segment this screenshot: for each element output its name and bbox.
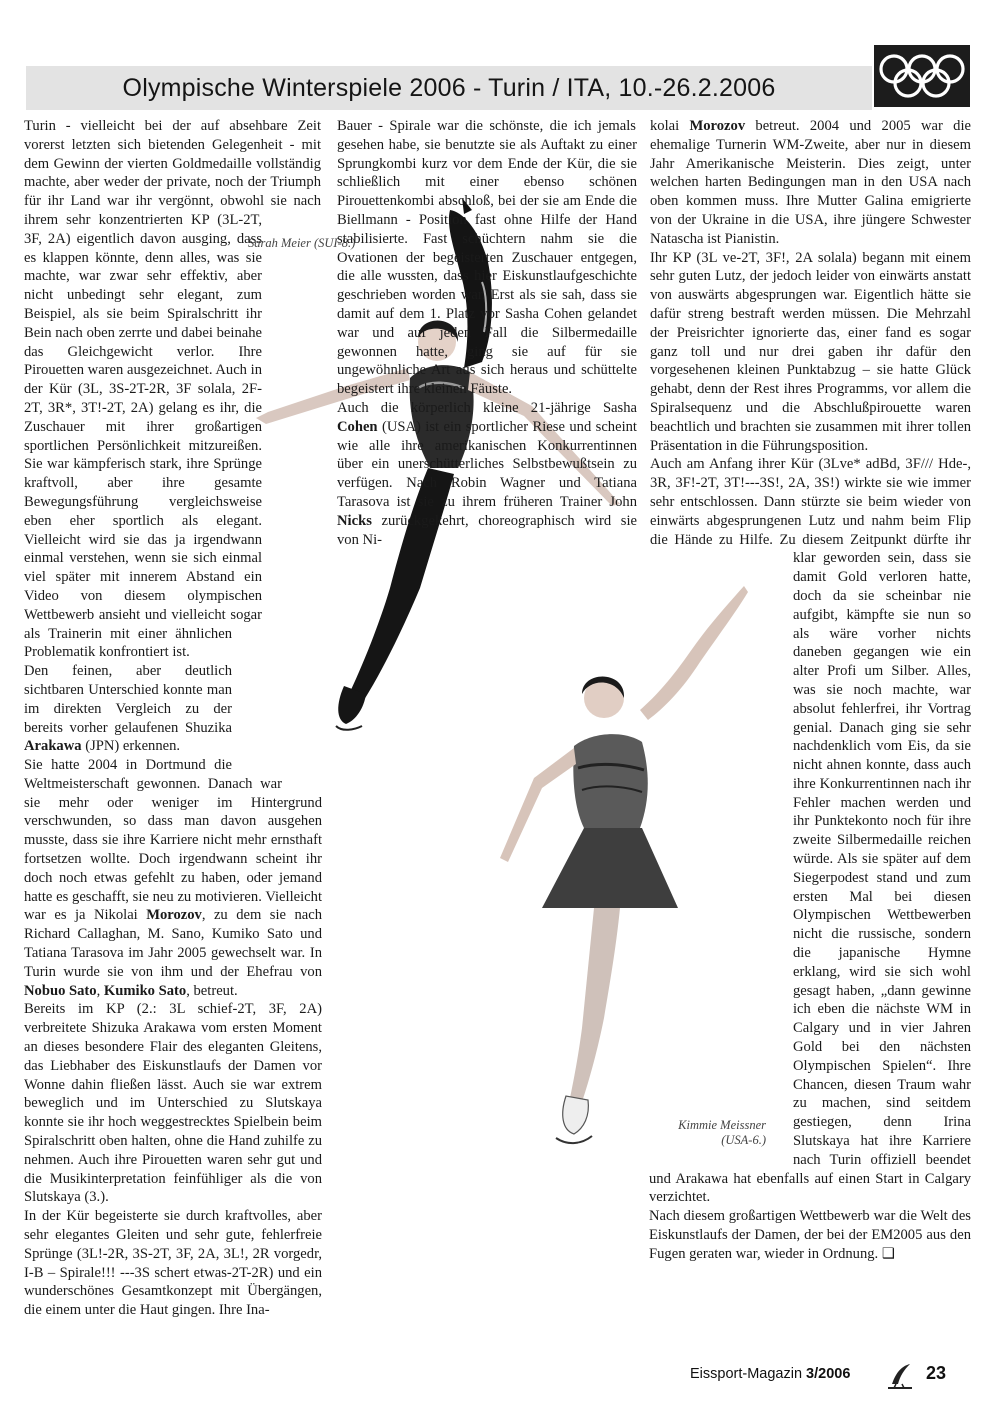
col1-p3-mid: , zu dem sie nach Richard Callaghan, M. Sano, Kumiko Sato und Tatiana Tarasova im Jahr 2005 gewechselt war. In Turin wurde sie von ihm und der Ehefrau von (24, 907, 322, 980)
col1-p2-text: Den feinen, aber deutlich sichtbaren Unterschied konnte man im direkten Vergleich zu der bereits vorher gelaufenen Shuzika (24, 663, 232, 736)
name-morozov-2: Morozov (689, 118, 746, 134)
col1-p3-sep: , (96, 982, 104, 999)
col2-p2-text: Auch die körperlich kleine 21-jährige Sasha (337, 399, 637, 416)
col3-p1-text: kolai (650, 118, 690, 134)
olympic-rings-logo (874, 45, 970, 107)
name-cohen: Cohen (337, 418, 378, 435)
skater-logo-icon (886, 1362, 914, 1392)
footer-magazine (690, 1366, 850, 1382)
col2-p2-tail: zurückgekehrt, choreographisch wird sie von Ni- (337, 512, 637, 548)
text-column-1 (24, 117, 322, 1320)
caption-kimmie-place: (USA-6.) (721, 1133, 766, 1147)
text-column-2 (337, 117, 637, 549)
col1-p3-text: Sie hatte 2004 in Dortmund die Weltmeisterschaft gewonnen. Danach war sie mehr oder weniger im Hintergrund verschwunden, so dass man davon ausgehen musste, dass sie ihre Karriere nicht mehr ernsthaft fortsetzen wollte. Doch irgendwann scheint ihr doch noch etwas gefehlt zu haben, oder jemand hatte es geschafft, sie neu zu motivieren. Vielleicht war es ja Nikolai (24, 757, 322, 924)
end-mark: ❑ (881, 1245, 895, 1262)
col3-paragraph-1 (649, 117, 971, 249)
footer-issue: 3/2006 (806, 1366, 851, 1382)
page-title: Olympische Winterspiele 2006 - Turin / ITA, 10.-26.2.2006 (122, 74, 776, 102)
footer-magazine-name: Eissport-Magazin (690, 1366, 803, 1382)
text-column-3 (649, 117, 971, 1264)
name-nicks: Nicks (337, 512, 372, 529)
col1-p3-tail: , betreut. (186, 982, 238, 999)
caption-kimmie-name: Kimmie Meissner (678, 1118, 766, 1132)
caption-sarah-meier: Sarah Meier (SUI-8.) (248, 236, 356, 250)
col2-paragraph-2 (337, 399, 637, 549)
name-nobuo-sato: Nobuo Sato (24, 982, 97, 999)
col1-p2-tail: (JPN) erkennen. (81, 738, 181, 755)
col1-paragraph-5: In der Kür begeisterte sie durch kraftvolles, aber sehr elegantes Gleiten und sehr gute, fehlerfreie Sprünge (3L!-2R, 3S-2T, 3F, 2A, 3L!, 2R vorgedr, I-B – Spirale!!! ---3S schert etwas-2T-2R) und ein wunderschönes Gesamtkonzept mit Übergängen, die einem unter die Haut gingen. Ihre Ina- (24, 1208, 322, 1319)
col1-paragraph-1: Turin - vielleicht bei der auf absehbare Zeit vorerst letzten sich bietenden Gelegenheit - mit dem Gewinn der vierten Goldmedaille vollständig machte, aber weder der private, noch der Triumph für ihr Land war ihr vergönnt, obwohl sie nach ihrem sehr konzentrierten KP (3L-2T, 3F, 2A) eigentlich davon ausging, dass es klappen könnte, denn alles, was sie machte, war zwar sehr effektiv, aber nicht unbedingt sehr elegant, zum Beispiel, als sie beim Spiralschritt ihr Bein nach oben zerrte und dabei beinahe das Gleichgewicht verlor. Ihre Pirouetten waren ausgezeichnet. Auch in der Kür (3L, 3S-2T-2R, 3F solala, 2F-2T, 3R*, 3T!-2T, 2A) gelang es ihr, die Zuschauer mit ihrer großartigen sportlichen Persönlichkeit mitzureißen. Sie war kämpferisch stark, ihre Sprünge kraftvoll, aber ihre gesamte Bewegungsführung vergleichsweise eben eher sportlich als elegant. Vielleicht wird sie das ja irgendwann einmal verstehen, wenn sie sich einmal viel später mit innerem Abstand ein Video von diesem olympischen Wettbewerb ansieht und vielleicht sogar als Trainerin mit einer ähnlichen Problematik konfrontiert ist. (24, 118, 321, 661)
col1-paragraph-3 (24, 756, 322, 1000)
col3-paragraph-2: Ihr KP (3L ve-2T, 3F!, 2A solala) begann mit einem sehr guten Lutz, der jedoch leider von einwärts anstatt von auswärts abgesprungen war. Eigentlich hätte sie dafür streng bestraft werden müssen. Die Mehrzahl der Preisrichter ignorierte das, einer fand es sogar ganz toll und nur drei gaben ihr dafür den vorgesehenen kleinen Punktabzug – sie hatte Glück gehabt, denn der Rest ihres Programms, vor allem die Spiralsequenz und die Abschlußpirouette waren beachtlich und brachten sie zusammen mit ihrer tollen Präsentation in die Führungsposition. (650, 249, 971, 454)
col2-p2-mid: (USA) ist ein sportlicher Riese und scheint wie alle ihre amerikanischen Konkurrentinnen über ein unerschütterliches Selbstbewußtsein zu verfügen. Nach Robin Wagner und Tatiana Tarasova ist sie zu ihrem früheren Trainer John (337, 418, 637, 510)
name-morozov: Morozov (146, 907, 202, 924)
name-kumiko-sato: Kumiko Sato (103, 982, 187, 999)
name-arakawa: Arakawa (24, 738, 82, 755)
col3-p1-tail: betreut. 2004 und 2005 war die ehemalige Turnerin WM-Zweite, aber nur in diesem Jahr Amerikanische Meisterin. Dies zeigt, unter welchen harten Bedingungen man in den USA nach oben kommen muss. Ihre Mutter Galina emigrierte von der Ukraine in die USA, ihre jüngere Schwester Natascha ist Pianistin. (650, 118, 971, 247)
olympic-rings-icon (874, 45, 970, 107)
col1-paragraph-4: Bereits im KP (2.: 3L schief-2T, 3F, 2A) verbreitete Shizuka Arakawa vom ersten Moment an dieses besondere Flair des eleganten Gleitens, das Liebhaber des Eiskunstlaufs der Damen vor Wonne dahin fließen lässt. Auch sie war extrem beweglich und im Unterschied zu Slutskaya konnte sie ihr hoch weggestrecktes Spielbein beim Spiralschritt oben halten, ohne die Hand zuhilfe zu nehmen. Auch ihre Pirouetten waren sehr gut und die Musikinterpretation feinfühliger als die von Slutskaya (3.). (24, 1001, 322, 1206)
page-number: 23 (926, 1363, 947, 1383)
col3-paragraph-4 (649, 1207, 971, 1263)
col2-paragraph-1: Bauer - Spirale war die schönste, die ich jemals gesehen habe, sie benutzte sie als Auftakt zu einer Sprungkombi kurz vor dem Ende der Kür, die sie schließlich mit einer ebenso schönen Pirouettenkombi abschloß, bei der sie am Ende die Biellmann - Position fast ohne Hilfe der Hand stabilisierte. Fast schüchtern nahm sie die Ovationen der begeisterten Zuschauer entgegen, die alle wussten, dass hier Eiskunstlaufgeschichte geschrieben worden war. Erst als sie sah, dass sie damit auf dem 1. Platz vor Sasha Cohen gelandet war und auf jeden Fall die Silbermedaille gewonnen hatte, ging sie auf für sie ungewöhnliche Art aus sich heraus und schüttelte begeistert ihre kleinen Fäuste. (337, 118, 637, 398)
col3-p4-text: Nach diesem großartigen Wettbewerb war die Welt des Eiskunstlaufs der Damen, der bei der EM2005 aus den Fugen geraten war, wieder in Ordnung. (649, 1208, 971, 1262)
col3-paragraph-3: Auch am Anfang ihrer Kür (3Lve* adBd, 3F/// Hde-, 3R, 3F!-2T, 3T!---3S!, 2A, 3S!) wirkte sie wie immer sehr entschlossen. Dann stürzte sie beim wieder von einwärts abgesprungenen Lutz und nahm beim Flip die Hände zu Hilfe. Zu diesem Zeitpunkt dürfte ihr klar geworden sein, dass sie damit Gold verloren hatte, doch da sie scheinbar nie aufgibt, kämpfte sie nun so als wäre vorher nichts daneben gegangen wie ein alter Profi um Silber. Alles, was sie noch machte, war absolut fehlerfrei, ihr Vortrag genial. Danach ging sie sehr nachdenklich vom Eis, da sie nicht ahnen konnte, dass auch ihre Konkurrentinnen nach ihr Fehler machen werden und ihr Punktekonto noch für ihre zweite Silbermedaille reichen würde. Als sie später auf dem Siegerpodest stand und zum ersten Mal bei diesen Olympischen Wettbewerben nicht die russische, sondern die japanische Hymne erklang, wird sie sich wohl gesagt haben, „dann gewinne ich eben die nächste WM in Calgary und in vier Jahren Gold bei den nächsten Olympischen Spielen“. Ihre Chancen, diesen Traum wahr zu machen, sind seitdem gestiegen, denn Irina Slutskaya hat ihre Karriere nach Turin offiziell beendet und Arakawa hat ebenfalls auf einen Start in Calgary verzichtet. (649, 456, 971, 1206)
